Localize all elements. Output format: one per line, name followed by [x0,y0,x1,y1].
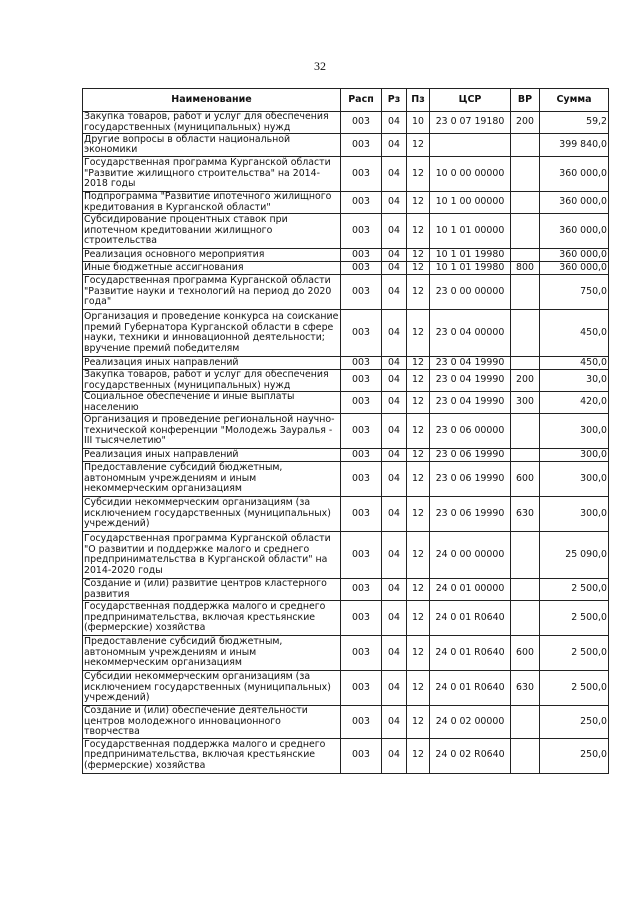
table-cell-pz: 12 [407,214,430,249]
table-cell-rz: 04 [382,134,407,157]
table-cell-vr: 630 [511,497,540,532]
table-cell-rz: 04 [382,636,407,671]
table-cell-vr [511,192,540,214]
table-cell-pz: 12 [407,671,430,706]
table-cell-csr: 23 0 06 19990 [430,449,511,462]
table-cell-vr [511,214,540,249]
table-cell-csr: 23 0 04 00000 [430,310,511,357]
table-row [83,310,609,357]
table-cell-rz: 04 [382,370,407,392]
table-cell-csr: 24 0 01 R0640 [430,636,511,671]
table-cell-rz: 04 [382,214,407,249]
table-cell-name: Субсидирование процентных ставок при ипотечном кредитовании жилищного строительства [83,214,341,249]
table-cell-vr: 800 [511,262,540,275]
table-cell-csr: 10 1 00 00000 [430,192,511,214]
table-cell-pz: 12 [407,357,430,370]
table-row [83,370,609,392]
table-cell-csr: 24 0 01 R0640 [430,671,511,706]
table-cell-sum: 30,0 [540,370,609,392]
table-cell-sum: 250,0 [540,738,609,773]
table-cell-sum: 360 000,0 [540,157,609,192]
table-cell-pz: 12 [407,134,430,157]
table-cell-vr [511,275,540,310]
table-cell-vr [511,532,540,579]
table-row [83,249,609,262]
table-cell-sum: 2 500,0 [540,671,609,706]
table-cell-pz: 12 [407,601,430,636]
table-row [83,414,609,449]
table-cell-sum: 399 840,0 [540,134,609,157]
table-cell-rz: 04 [382,449,407,462]
table-cell-csr: 24 0 02 R0640 [430,738,511,773]
table-cell-rasp: 003 [341,310,382,357]
table-cell-sum: 360 000,0 [540,192,609,214]
table-cell-vr [511,134,540,157]
table-cell-name: Предоставление субсидий бюджетным, автономным учреждениям и иным некоммерческим организациям [83,636,341,671]
table-cell-rz: 04 [382,112,407,134]
table-row [83,449,609,462]
table-cell-vr [511,249,540,262]
table-row [83,532,609,579]
table-cell-name: Субсидии некоммерческим организациям (за исключением государственных (муниципальных) учреждений) [83,497,341,532]
table-cell-name: Подпрограмма "Развитие ипотечного жилищного кредитования в Курганской области" [83,192,341,214]
table-cell-vr [511,738,540,773]
table-row [83,157,609,192]
table-cell-csr: 23 0 06 19990 [430,462,511,497]
table-cell-name: Реализация иных направлений [83,357,341,370]
table-row [83,636,609,671]
table-cell-csr: 24 0 01 R0640 [430,601,511,636]
table-cell-vr: 630 [511,671,540,706]
table-cell-vr: 600 [511,462,540,497]
table-cell-name: Государственная программа Курганской области "Развитие науки и технологий на период до 2020 года" [83,275,341,310]
table-cell-rasp: 003 [341,192,382,214]
table-cell-rasp: 003 [341,738,382,773]
table-cell-rasp: 003 [341,579,382,601]
table-row [83,579,609,601]
column-header-rasp: Расп [341,89,382,112]
table-cell-vr [511,579,540,601]
table-cell-csr: 10 1 01 19980 [430,249,511,262]
table-cell-sum: 250,0 [540,706,609,739]
table-cell-rasp: 003 [341,449,382,462]
table-cell-vr [511,357,540,370]
table-cell-rasp: 003 [341,497,382,532]
table-cell-rz: 04 [382,671,407,706]
table-cell-rasp: 003 [341,157,382,192]
table-cell-name: Субсидии некоммерческим организациям (за исключением государственных (муниципальных) учреждений) [83,671,341,706]
table-cell-pz: 12 [407,249,430,262]
table-cell-vr [511,310,540,357]
table-cell-rz: 04 [382,157,407,192]
table-row [83,275,609,310]
table-cell-pz: 12 [407,262,430,275]
table-cell-rasp: 003 [341,262,382,275]
table-row [83,392,609,414]
table-cell-rasp: 003 [341,249,382,262]
table-cell-pz: 12 [407,497,430,532]
table-cell-sum: 25 090,0 [540,532,609,579]
budget-table [82,88,609,774]
table-cell-vr [511,601,540,636]
table-row [83,357,609,370]
table-cell-sum: 59,2 [540,112,609,134]
table-cell-csr: 23 0 06 00000 [430,414,511,449]
table-cell-vr: 200 [511,112,540,134]
table-cell-rasp: 003 [341,357,382,370]
table-cell-pz: 12 [407,370,430,392]
table-cell-csr: 23 0 04 19990 [430,392,511,414]
table-cell-name: Реализация иных направлений [83,449,341,462]
table-cell-pz: 12 [407,392,430,414]
table-cell-csr: 24 0 02 00000 [430,706,511,739]
table-cell-pz: 12 [407,275,430,310]
table-cell-csr: 10 1 01 00000 [430,214,511,249]
table-cell-name: Закупка товаров, работ и услуг для обеспечения государственных (муниципальных) нужд [83,112,341,134]
table-cell-sum: 300,0 [540,462,609,497]
table-row [83,738,609,773]
column-header-name: Наименование [83,89,341,112]
table-cell-csr: 23 0 07 19180 [430,112,511,134]
table-cell-name: Предоставление субсидий бюджетным, автономным учреждениям и иным некоммерческим организациям [83,462,341,497]
table-cell-name: Организация и проведение региональной научно-технической конференции "Молодежь Зауралья - III тысячелетию" [83,414,341,449]
table-cell-vr [511,449,540,462]
table-cell-rz: 04 [382,249,407,262]
table-cell-rz: 04 [382,192,407,214]
table-cell-csr: 23 0 06 19990 [430,497,511,532]
table-cell-csr [430,134,511,157]
table-cell-rasp: 003 [341,414,382,449]
column-header-csr: ЦСР [430,89,511,112]
table-cell-name: Государственная поддержка малого и среднего предпринимательства, включая крестьянские (фермерские) хозяйства [83,738,341,773]
table-cell-rasp: 003 [341,392,382,414]
table-cell-pz: 12 [407,532,430,579]
table-cell-rasp: 003 [341,671,382,706]
table-cell-rasp: 003 [341,532,382,579]
table-cell-rasp: 003 [341,214,382,249]
table-cell-sum: 2 500,0 [540,579,609,601]
table-cell-csr: 10 1 01 19980 [430,262,511,275]
table-cell-name: Государственная программа Курганской области "О развитии и поддержке малого и среднего предпринимательства в Курганской области" на 2014-2020 годы [83,532,341,579]
table-cell-pz: 12 [407,579,430,601]
table-cell-pz: 10 [407,112,430,134]
table-cell-sum: 360 000,0 [540,262,609,275]
table-row [83,462,609,497]
table-cell-name: Реализация основного мероприятия [83,249,341,262]
table-cell-pz: 12 [407,310,430,357]
column-header-rz: Рз [382,89,407,112]
table-cell-rasp: 003 [341,370,382,392]
table-cell-vr [511,414,540,449]
table-cell-sum: 450,0 [540,357,609,370]
table-cell-csr: 10 0 00 00000 [430,157,511,192]
table-cell-csr: 24 0 01 00000 [430,579,511,601]
table-cell-rz: 04 [382,414,407,449]
table-cell-csr: 24 0 00 00000 [430,532,511,579]
table-cell-sum: 360 000,0 [540,214,609,249]
table-cell-pz: 12 [407,449,430,462]
table-cell-sum: 750,0 [540,275,609,310]
table-cell-name: Государственная поддержка малого и среднего предпринимательства, включая крестьянские (фермерские) хозяйства [83,601,341,636]
table-cell-name: Организация и проведение конкурса на соискание премий Губернатора Курганской области в сфере науки, техники и инновационной деятельности; вручение премий победителям [83,310,341,357]
table-cell-sum: 2 500,0 [540,601,609,636]
table-cell-rasp: 003 [341,462,382,497]
table-cell-name: Государственная программа Курганской области "Развитие жилищного строительства" на 2014-2018 годы [83,157,341,192]
table-cell-rz: 04 [382,706,407,739]
table-cell-rasp: 003 [341,706,382,739]
table-cell-csr: 23 0 04 19990 [430,370,511,392]
table-cell-name: Другие вопросы в области национальной экономики [83,134,341,157]
table-row [83,262,609,275]
table-cell-pz: 12 [407,192,430,214]
table-cell-vr: 200 [511,370,540,392]
column-header-vr: ВР [511,89,540,112]
table-row [83,706,609,739]
column-header-sum: Сумма [540,89,609,112]
table-cell-rz: 04 [382,579,407,601]
table-cell-pz: 12 [407,636,430,671]
table-cell-vr: 300 [511,392,540,414]
table-cell-sum: 300,0 [540,414,609,449]
table-cell-rz: 04 [382,275,407,310]
table-cell-rz: 04 [382,532,407,579]
table-cell-sum: 360 000,0 [540,249,609,262]
table-row [83,497,609,532]
table-cell-rasp: 003 [341,636,382,671]
table-cell-rz: 04 [382,497,407,532]
table-cell-rz: 04 [382,310,407,357]
table-cell-rz: 04 [382,738,407,773]
table-cell-vr [511,706,540,739]
table-cell-csr: 23 0 00 00000 [430,275,511,310]
table-cell-name: Закупка товаров, работ и услуг для обеспечения государственных (муниципальных) нужд [83,370,341,392]
table-cell-name: Создание и (или) развитие центров кластерного развития [83,579,341,601]
table-cell-sum: 420,0 [540,392,609,414]
table-cell-name: Иные бюджетные ассигнования [83,262,341,275]
table-cell-pz: 12 [407,414,430,449]
page-number: 32 [314,59,326,73]
table-cell-rz: 04 [382,462,407,497]
table-cell-rasp: 003 [341,601,382,636]
table-cell-pz: 12 [407,706,430,739]
table-cell-pz: 12 [407,157,430,192]
table-header-row [83,89,609,112]
table-cell-rasp: 003 [341,134,382,157]
table-cell-sum: 300,0 [540,497,609,532]
table-cell-sum: 2 500,0 [540,636,609,671]
table-row [83,601,609,636]
table-cell-rz: 04 [382,262,407,275]
table-cell-rasp: 003 [341,275,382,310]
column-header-pz: Пз [407,89,430,112]
table-row [83,671,609,706]
table-cell-csr: 23 0 04 19990 [430,357,511,370]
table-cell-vr [511,157,540,192]
table-row [83,112,609,134]
table-cell-rz: 04 [382,392,407,414]
table-cell-vr: 600 [511,636,540,671]
table-cell-sum: 300,0 [540,449,609,462]
table-cell-rz: 04 [382,601,407,636]
table-cell-name: Создание и (или) обеспечение деятельности центров молодежного инновационного творчества [83,706,341,739]
table-row [83,192,609,214]
table-cell-pz: 12 [407,462,430,497]
table-row [83,214,609,249]
table-cell-rasp: 003 [341,112,382,134]
table-cell-pz: 12 [407,738,430,773]
table-cell-rz: 04 [382,357,407,370]
table-cell-name: Социальное обеспечение и иные выплаты населению [83,392,341,414]
table-row [83,134,609,157]
table-cell-sum: 450,0 [540,310,609,357]
